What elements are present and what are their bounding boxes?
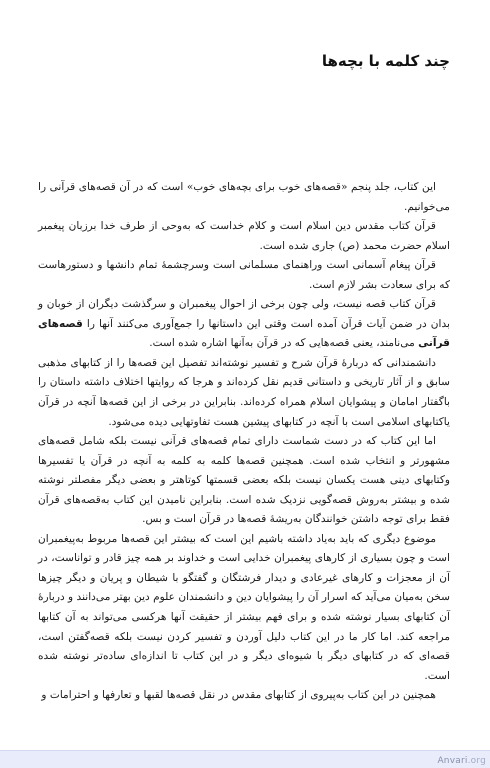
text-run: دانشمندانی که دربارهٔ قرآن شرح و تفسیر نوشته‌اند تفصیل این قصه‌ها را از کتابهای مذهبی سابق و از آثار تاریخی و داستانی قدیم نقل کرده‌اند و هرجا که روایتها اختلاف داشته داستان را باگفتار امامان و پیشوایان اسلام همراه کرده‌اند. بنابراین در برخی از این قصه‌ها آنچه در قرآن یاکتابهای اسلامی است با آنچه در کتابهای پیشین هست تفاوتهایی دیده می‌شود. [38, 356, 450, 428]
watermark-brand: Anvari [437, 756, 468, 766]
text-run: اما این کتاب که در دست شماست دارای تمام قصه‌های قرآنی نیست بلکه شامل قصه‌های مشهورتر و انتخاب شده است. همچنین قصه‌ها کلمه به کلمه به آنچه در قرآن یا تفسیرها وکتابهای دینی هست یکسان نیست بلکه بعضی قسمتها کوتاهتر و بعضی دیگر مفصلتر نوشته شده و بیشتر به‌روش قصه‌گویی نزدیک شده است. بنابراین نامیدن این کتاب به‌قصه‌های قرآن فقط برای توجه داشتن خوانندگان به‌ریشهٔ قصه‌ها در قرآن است و بس. [38, 435, 450, 526]
body-text [38, 178, 450, 706]
paragraph [38, 295, 450, 354]
paragraph [38, 178, 450, 217]
text-run: قرآن کتاب قصه نیست، ولی چون برخی از احوال پیغمبران و سرگذشت دیگران از خوبان و بدان در ضمن آیات قرآن آمده است وقتی این داستانها را جمع‌آوری می‌کنند آنها را [38, 298, 450, 330]
text-run: این کتاب، جلد پنجم «قصه‌های خوب برای بچه‌های خوب» است که در آن قصه‌های قرآنی را می‌خوانیم. [38, 181, 450, 213]
text-run: قرآن پیغام آسمانی است وراهنمای مسلمانی است وسرچشمهٔ تمام دانشها و دستورهاست که برای سعادت بشر لازم است. [38, 259, 450, 291]
text-run: می‌نامند، یعنی قصه‌هایی که در قرآن به‌آنها اشاره شده است. [149, 337, 419, 350]
paragraph [38, 686, 450, 706]
text-run: موضوع دیگری که باید به‌یاد داشته باشیم این است که بیشتر این قصه‌ها مربوط به‌پیغمبران است و چون بسیاری از کارهای پیغمبران خدایی است و خداوند بر همه چیز قادر و تواناست، در آن از معجزات و کارهای غیرعادی و دیدار فرشتگان و گفتگو با شیطان و پریان و دیگر چیزها سخن به‌میان می‌آید که اسرار آن را پیشوایان دین و دانشمندان علوم دین بهتر می‌دانند و دربارهٔ آن کتابهای بسیار نوشته شده و برای فهم بیشتر از حقیقت آنها هرکسی می‌تواند به آن کتابها مراجعه کند. اما کار ما در این کتاب دلیل آوردن و تفسیر کردن نیست بلکه قصه‌گفتن است، قصه‌ای که در کتابهای دیگر با شیوه‌ای دیگر و در این کتاب تا اندازه‌ای ساده‌تر نوشته شده است. [38, 532, 450, 682]
paragraph [38, 530, 450, 686]
site-watermark [437, 756, 486, 766]
paragraph [38, 256, 450, 295]
paragraph [38, 217, 450, 256]
chapter-heading: چند کلمه با بچه‌ها [321, 52, 450, 70]
paragraph [38, 354, 450, 432]
bold-phrase: قصه‌های قرآنی [38, 317, 450, 350]
bottom-bar [0, 750, 490, 768]
paragraph [38, 432, 450, 530]
text-run: قرآن کتاب مقدس دین اسلام است و کلام خداست که به‌وحی از طرف خدا برزبان پیغمبر اسلام حضرت محمد (ص) جاری شده است. [38, 220, 450, 252]
text-run: همچنین در این کتاب به‌پیروی از کتابهای مقدس در نقل قصه‌ها لقبها و تعارفها و احترامات و [41, 689, 436, 702]
watermark-suffix: .org [467, 756, 486, 766]
